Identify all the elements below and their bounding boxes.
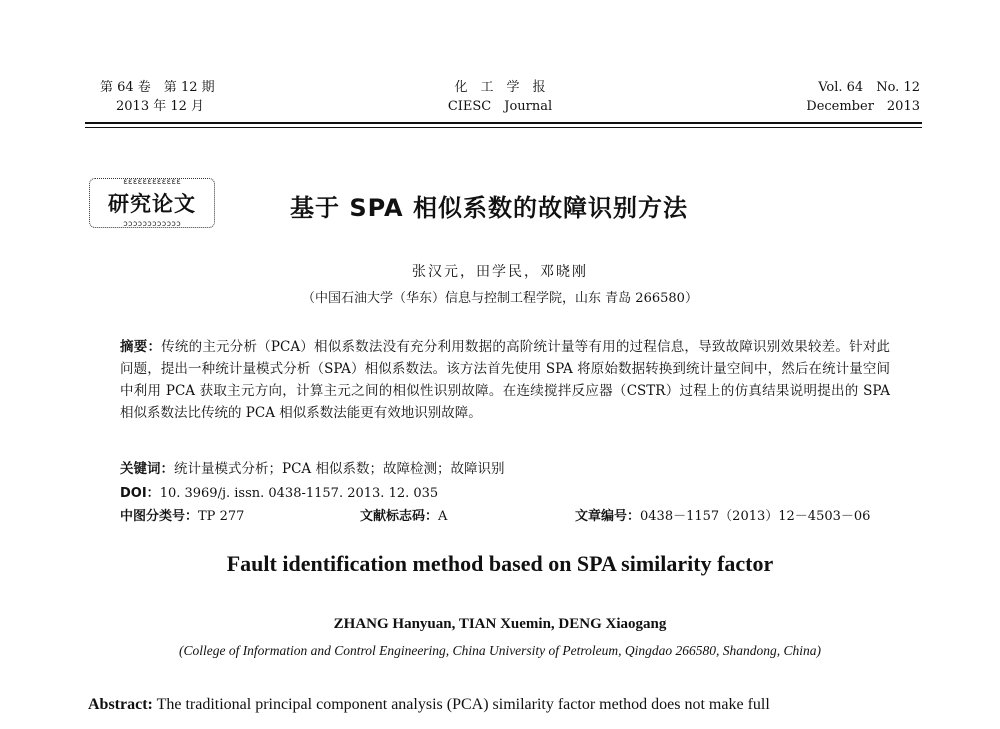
- badge-border-top: ɛɛɛɛɛɛɛɛɛɛɛɛ: [123, 177, 181, 186]
- doi-label: DOI：: [120, 486, 160, 501]
- volume-issue-text: 第 64 卷 第 12 期: [100, 80, 215, 95]
- journal-name-cn: 化 工 学 报: [454, 80, 546, 95]
- doi-line: [120, 482, 438, 501]
- date-en-text: December 2013: [806, 99, 920, 114]
- affiliation-cn: （中国石油大学（华东）信息与控制工程学院，山东 青岛 266580）: [302, 291, 698, 306]
- doc-code-label: 文献标志码：: [360, 509, 439, 524]
- journal-name-en: CIESC Journal: [447, 99, 553, 114]
- authors-cn: 张汉元，田学民，邓晓刚: [412, 264, 588, 280]
- article-number: [575, 505, 890, 524]
- column-badge: [89, 178, 215, 228]
- abstract-en-text: The traditional principal component analysis (PCA) similarity factor method does not make full: [156, 696, 770, 713]
- column-badge-label: 研究论文: [108, 192, 196, 216]
- clc-number: [120, 505, 360, 524]
- volume-en-text: Vol. 64 No. 12: [818, 80, 920, 95]
- doi-value: 10. 3969/j. issn. 0438-1157. 2013. 12. 035: [159, 486, 439, 501]
- affiliation-en: (College of Information and Control Engineering, China University of Petroleum, Qingdao 266580, Shandong, China): [178, 643, 822, 658]
- keywords-label: 关键词：: [120, 461, 174, 477]
- clc-label: 中图分类号：: [120, 509, 199, 524]
- header-rule-thin: [85, 127, 922, 128]
- document-code: [360, 505, 575, 524]
- abstract-cn: [120, 336, 890, 424]
- badge-border-bottom: ɔɔɔɔɔɔɔɔɔɔɔɔ: [123, 219, 181, 228]
- keywords-text: 统计量模式分析；PCA 相似系数；故障检测；故障识别: [174, 461, 505, 477]
- abstract-cn-text: 传统的主元分析（PCA）相似系数法没有充分利用数据的高阶统计量等有用的过程信息，导致故障识别效果较差。针对此问题，提出一种统计量模式分析（SPA）相似系数法。该方法首先使用 SPA 将原始数据转换到统计量空间中，然后在统计量空间中利用 PCA 获取主元方向，计算主元之间的相似性识别故障。在连续搅拌反应器（CSTR）过程上的仿真结果说明提出的 SPA 相似系数法比传统的 PCA 相似系数法能更有效地识别故障。: [120, 339, 891, 421]
- abstract-en-label: Abstract:: [88, 696, 153, 713]
- classification-row: [120, 505, 890, 524]
- doc-code-value: A: [438, 509, 448, 524]
- clc-value: TP 277: [198, 509, 245, 524]
- article-number-label: 文章编号：: [575, 509, 641, 524]
- journal-volume-en: [806, 78, 920, 116]
- abstract-cn-label: 摘要：: [120, 339, 162, 355]
- keywords-cn: [120, 457, 504, 477]
- article-number-value: 0438－1157（2013）12－4503－06: [640, 509, 871, 524]
- issue-date-text: 2013 年 12 月: [116, 99, 205, 114]
- authors-en: ZHANG Hanyuan, TIAN Xuemin, DENG Xiaogang: [333, 616, 667, 632]
- paper-title-cn: 基于 SPA 相似系数的故障识别方法: [290, 194, 688, 222]
- paper-title-en: Fault identification method based on SPA similarity factor: [226, 551, 774, 576]
- abstract-en: [88, 693, 923, 717]
- header-rule-thick: [85, 122, 922, 124]
